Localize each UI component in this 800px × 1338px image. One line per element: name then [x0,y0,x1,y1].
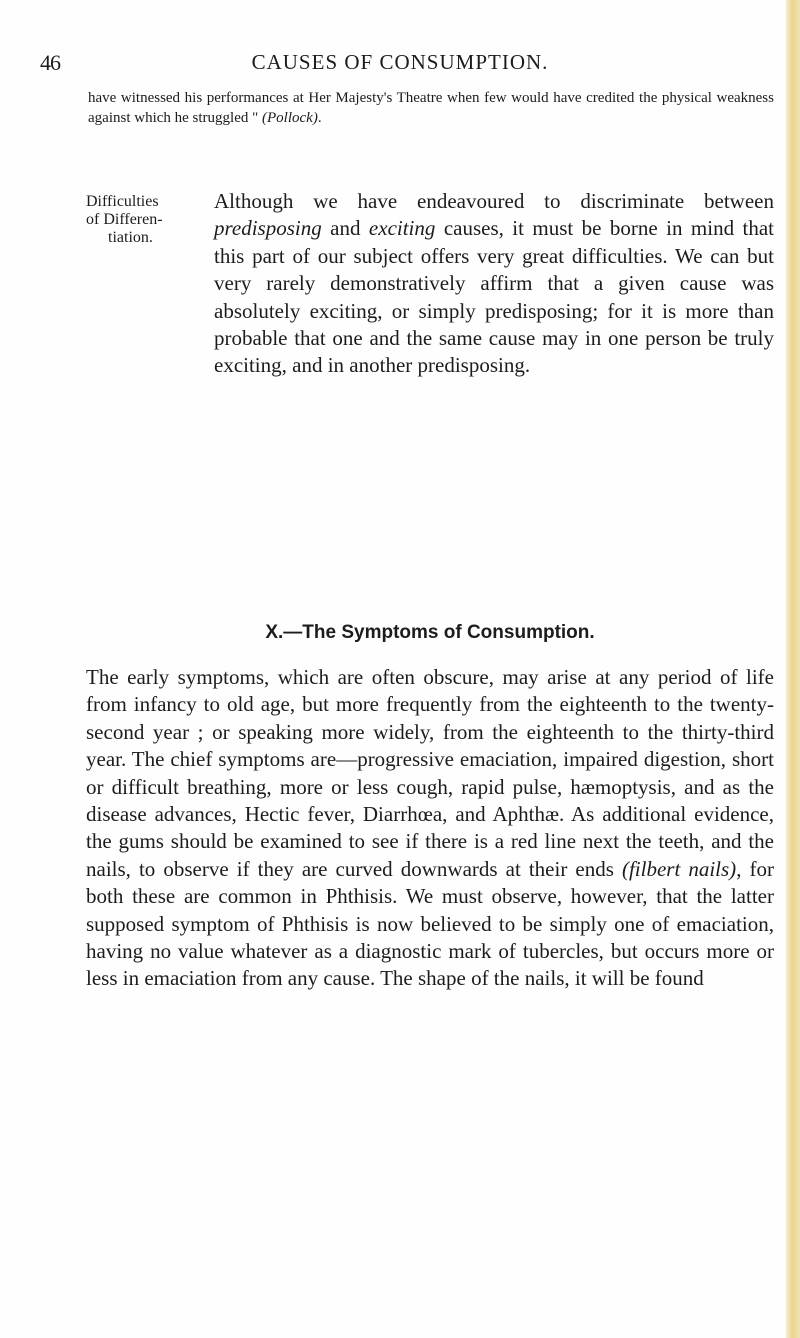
margin-note-line-2: of Differen- [86,211,163,228]
running-title: CAUSES OF CONSUMPTION. [251,50,549,74]
para1-part1: Although we have endeavoured to discriminate between [214,189,774,213]
page-edge [786,0,800,1338]
margin-note-line-1: Difficulties [86,193,159,210]
running-head [40,50,760,80]
quote-citation: (Pollock) [262,110,318,126]
quote-text: have witnessed his performances at Her Majesty's Theatre when few would have credited the physical weakness against which he struggled " [88,90,774,126]
para2-part2: , for both these are common in Phthisis. We must observe, however, that the latter supposed symptom of Phthisis is now believed to be simply one of emaciation, having no value whatever as a diagnostic mark of tubercles, but occurs more or less in emaciation from any cause. The shape of the nails, it will be found [86,856,774,991]
margin-note-line-3: tiation. [108,229,153,246]
para1-em-predisposing: predisposing [214,216,322,241]
paragraph-symptoms [86,664,774,993]
page-number: 46 [40,50,60,75]
paragraph-difficulties-text [86,188,774,380]
para2-part1: The early symptoms, which are often obscure, may arise at any period of life from infancy to old age, but more frequently from the eighteenth to the twenty-second year ; or speaking more widely, from the eighteenth to the thirty-third year. The chief symptoms are—progressive emaciation, impaired digestion, short or difficult breathing, more or less cough, rapid pulse, hæmoptysis, and as the disease advances, Hectic fever, Diarrhœa, and Aphthæ. As additional evidence, the gums should be examined to see if there is a red line next the teeth, and the nails, to observe if they are curved downwards at their ends [86,665,774,881]
para1-part3: causes, it must be borne in mind that this part of our subject offers very great difficulties. We can but very rarely demonstratively affirm that a given cause was absolutely exciting, or simply predisposing; for it is more than probable that one and the same cause may in one person be truly exciting, and in another predisposing. [214,216,774,378]
para1-part2: and [321,216,369,241]
para2-em-filbert-nails: (filbert nails) [621,856,737,881]
section-heading: X.—The Symptoms of Consumption. [265,622,595,643]
quote-end: . [317,110,322,126]
paragraph-difficulties [86,188,774,380]
para1-em-exciting: exciting [368,216,436,241]
quote-paragraph [88,88,774,128]
